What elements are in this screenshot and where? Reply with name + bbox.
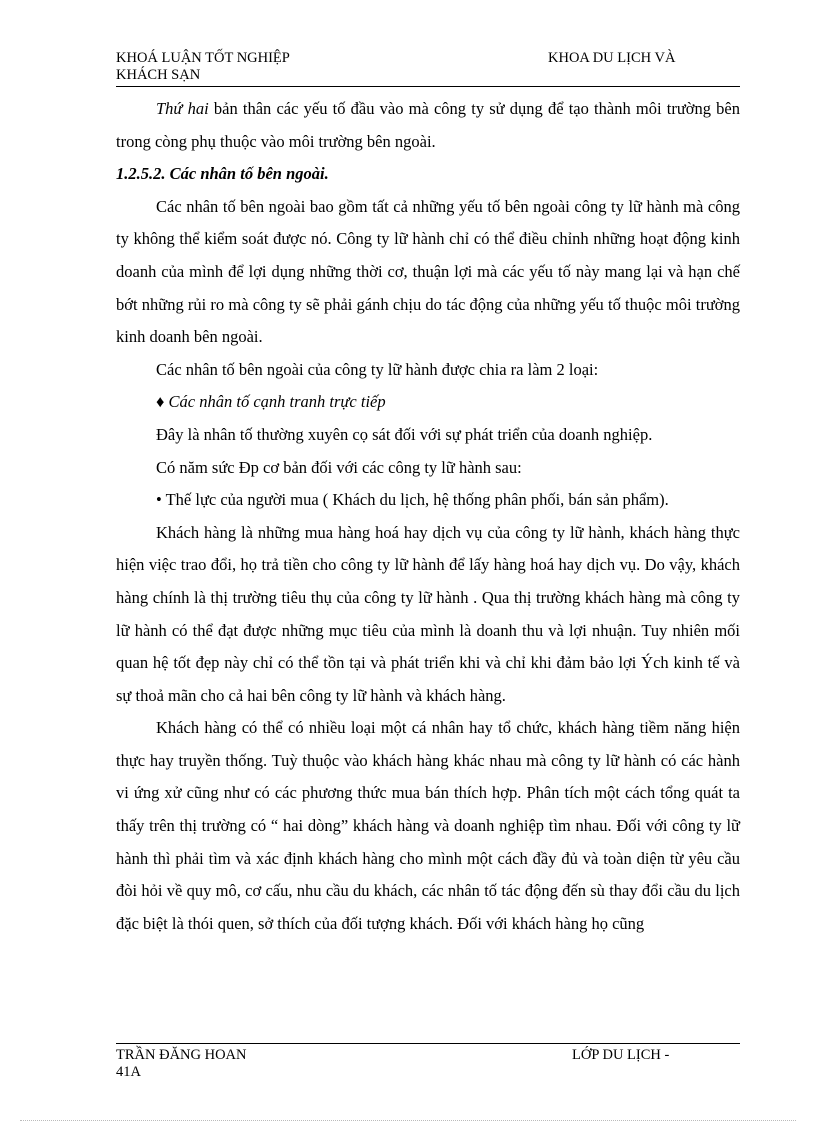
p4-italic: Các nhân tố cạnh tranh trực tiếp (168, 392, 386, 412)
diamond-bullet: ♦ (156, 392, 169, 412)
page-header (116, 50, 740, 87)
document-body (116, 93, 740, 940)
p1-text: bản thân các yếu tố đầu vào mà công ty sử dụng để tạo thành môi trường bên trong còng phụ thuộc vào môi trường bên ngoài. (116, 99, 740, 151)
paragraph-2: Các nhân tố bên ngoài bao gồm tất cả những yếu tố bên ngoài công ty lữ hành mà công ty không thể kiểm soát được nó. Công ty lữ hành chỉ có thể điều chỉnh những hoạt động kinh doanh của mình để lợi dụng những thời cơ, thuận lợi mà các yếu tố này mang lại và hạn chế bớt những rủi ro mà công ty sẽ phải gánh chịu do tác động của những yếu tố thuộc môi trường kinh doanh bên ngoài. (116, 196, 740, 347)
footer-left-line1: TRẦN ĐĂNG HOAN (116, 1047, 247, 1063)
header-left-line2: KHÁCH SẠN (116, 67, 201, 83)
header-right: KHOA DU LỊCH VÀ (548, 50, 676, 66)
page-footer (116, 1043, 740, 1087)
paragraph-3: Các nhân tố bên ngoài của công ty lữ hành được chia ra làm 2 loại: (156, 359, 599, 379)
section-heading: 1.2.5.2. Các nhân tố bên ngoài. (116, 164, 329, 184)
paragraph-6: Có năm sức Ðp cơ bản đối với các công ty lữ hành sau: (156, 457, 522, 477)
paragraph-1 (116, 93, 740, 158)
paragraph-8: Khách hàng là những mua hàng hoá hay dịch vụ của công ty lữ hành, khách hàng thực hiện việc trao đổi, họ trả tiền cho công ty lữ hành để lấy hàng hoá hay dịch vụ. Do vậy, khách hàng chính là thị trường tiêu thụ của công ty lữ hành . Qua thị trường khách hàng mà công ty lữ hành có thể đạt được những mục tiêu của mình là doanh thu và lợi nhuận. Tuy nhiên mối quan hệ tốt đẹp này chỉ có thể tồn tại và phát triển khi và chỉ khi đảm bảo lợi Ých kinh tế và sự thoả mãn cho cả hai bên công ty lữ hành và khách hàng. (116, 522, 740, 705)
paragraph-4 (116, 386, 740, 419)
paragraph-9: Khách hàng có thể có nhiều loại một cá nhân hay tổ chức, khách hàng tiềm năng hiện thực hay truyền thống. Tuỳ thuộc vào khách hàng khác nhau mà công ty lữ hành có các hành vi ứng xử cũng như có các phương thức mua bán thích hợp. Phân tích một cách tổng quát ta thấy trên thị trường có “ hai dòng” khách hàng và doanh nghiệp tìm nhau. Đối với công ty lữ hành thì phải tìm và xác định khách hàng cho mình một cách đầy đủ và toàn diện từ yêu cầu đòi hỏi về quy mô, cơ cấu, nhu cầu du khách, các nhân tố tác động đến sù thay đổi cầu du lịch đặc biệt là thói quen, sở thích của đối tượng khách. Đối với khách hàng họ cũng (116, 718, 740, 933)
paragraph-7: • Thế lực của người mua ( Khách du lịch, hệ thống phân phối, bán sản phẩm). (156, 490, 669, 510)
paragraph-5: Đây là nhân tố thường xuyên cọ sát đối với sự phát triển của doanh nghiệp. (156, 424, 653, 444)
footer-left-line2: 41A (116, 1064, 141, 1080)
header-left-line1: KHOÁ LUẬN TỐT NGHIỆP (116, 50, 290, 66)
page-break-divider (20, 1120, 796, 1121)
p1-italic: Thứ hai (156, 99, 209, 118)
footer-right: LỚP DU LỊCH - (572, 1047, 670, 1063)
